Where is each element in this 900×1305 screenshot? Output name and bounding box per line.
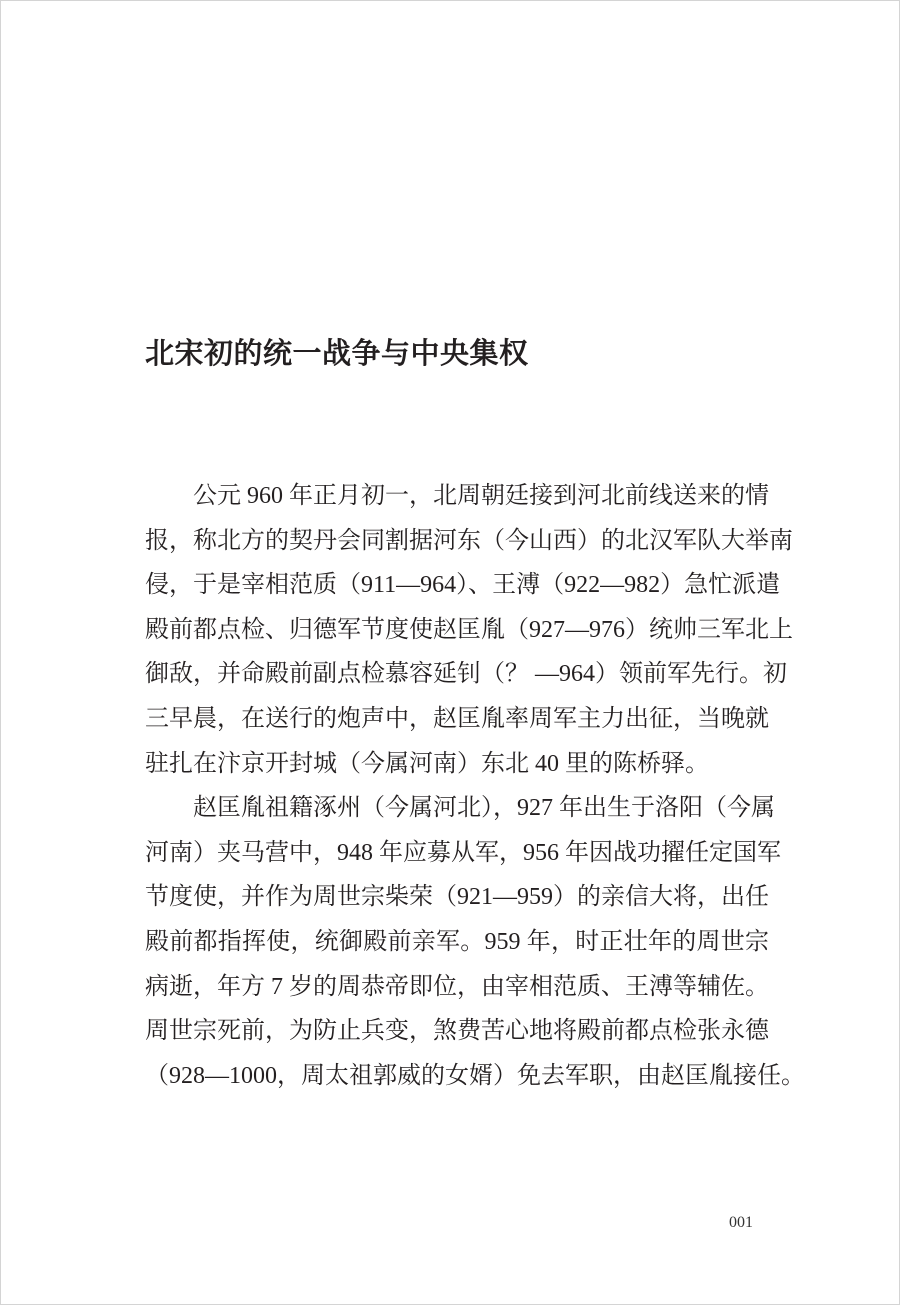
paragraph-1 bbox=[145, 474, 793, 786]
text-line: 病逝，年方 7 岁的周恭帝即位，由宰相范质、王溥等辅佐。 bbox=[145, 973, 769, 1000]
text-line: 报，称北方的契丹会同割据河东（今山西）的北汉军队大举南 bbox=[145, 527, 793, 554]
body-text bbox=[145, 474, 805, 1098]
text-line: 驻扎在汴京开封城（今属河南）东北 40 里的陈桥驿。 bbox=[145, 750, 709, 777]
chapter-title: 北宋初的统一战争与中央集权 bbox=[145, 336, 529, 370]
page-number: 001 bbox=[729, 1214, 753, 1231]
paragraph-2 bbox=[145, 786, 805, 1098]
text-line: 周世宗死前，为防止兵变，煞费苦心地将殿前都点检张永德 bbox=[145, 1018, 769, 1045]
text-line: （928—1000，周太祖郭威的女婿）免去军职，由赵匡胤接任。 bbox=[145, 1062, 805, 1089]
text-line: 赵匡胤祖籍涿州（今属河北），927 年出生于洛阳（今属 bbox=[193, 795, 775, 822]
text-line: 殿前都指挥使，统御殿前亲军。959 年，时正壮年的周世宗 bbox=[145, 928, 769, 955]
text-line: 三早晨，在送行的炮声中，赵匡胤率周军主力出征，当晚就 bbox=[145, 705, 769, 732]
text-line: 御敌，并命殿前副点检慕容延钊（？ —964）领前军先行。初 bbox=[145, 661, 787, 688]
text-line: 侵，于是宰相范质（911—964）、王溥（922—982）急忙派遣 bbox=[145, 572, 781, 599]
text-line: 河南）夹马营中，948 年应募从军，956 年因战功擢任定国军 bbox=[145, 839, 781, 866]
text-line: 殿前都点检、归德军节度使赵匡胤（927—976）统帅三军北上 bbox=[145, 616, 793, 643]
text-line: 节度使，并作为周世宗柴荣（921—959）的亲信大将，出任 bbox=[145, 884, 769, 911]
text-line: 公元 960 年正月初一，北周朝廷接到河北前线送来的情 bbox=[193, 483, 769, 509]
